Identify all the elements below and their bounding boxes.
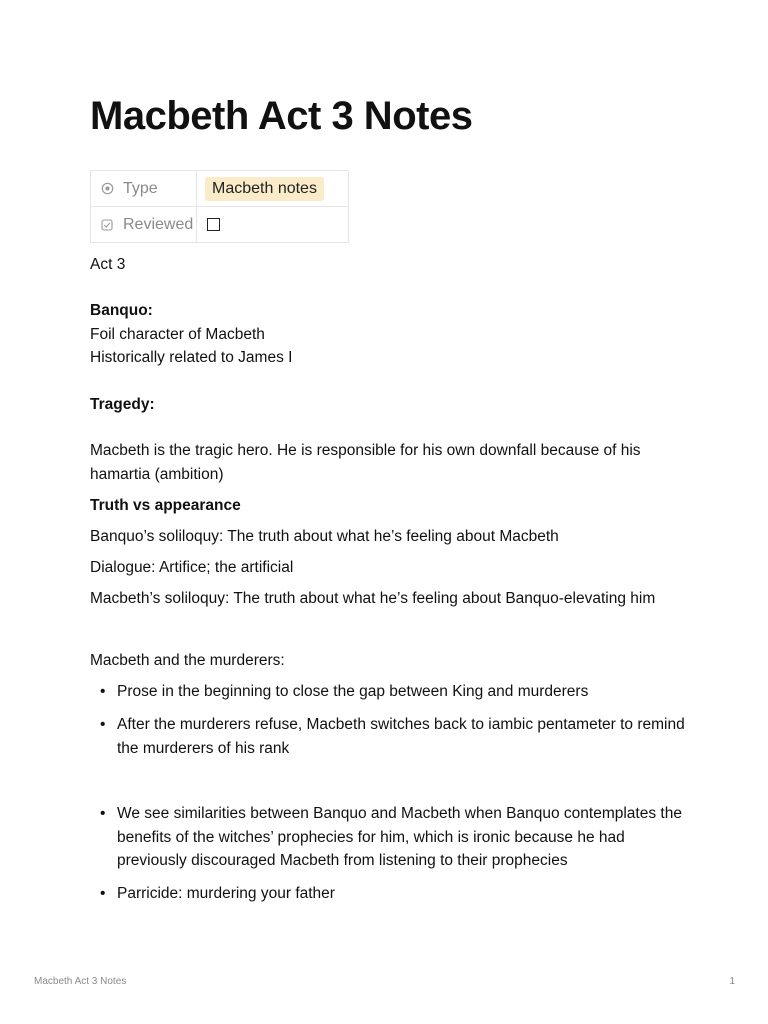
property-row-type: [91, 171, 349, 207]
list-item: Prose in the beginning to close the gap between King and murderers: [117, 683, 589, 700]
truth-line-3: Macbeth’s soliloquy: The truth about what he’s feeling about Banquo-elevating him: [90, 590, 656, 607]
list-item: After the murderers refuse, Macbeth switches back to iambic pentameter to remind the murderers of his rank: [117, 716, 685, 757]
property-label-type: Type: [123, 179, 158, 197]
truth-line-2: Dialogue: Artifice; the artificial: [90, 559, 294, 576]
properties-table: [90, 170, 349, 243]
list-item: We see similarities between Banquo and Macbeth when Banquo contemplates the benefits of the witches’ prophecies for him, which is ironic because he had previously discouraged Macbeth from listening to their prophecies: [117, 805, 682, 869]
act-label: Act 3: [90, 256, 126, 273]
truth-line-1: Banquo’s soliloquy: The truth about what he’s feeling about Macbeth: [90, 528, 559, 545]
bullet-marker: •: [100, 805, 106, 822]
type-tag[interactable]: Macbeth notes: [205, 177, 324, 201]
reviewed-checkbox[interactable]: [207, 218, 220, 231]
target-icon: [100, 182, 114, 196]
property-value-type[interactable]: [197, 171, 349, 207]
banquo-line-2: Historically related to James I: [90, 349, 293, 366]
bullet-marker: •: [100, 716, 106, 733]
property-value-reviewed: [197, 207, 349, 243]
property-key-reviewed: [91, 207, 197, 243]
list-item: Parricide: murdering your father: [117, 885, 335, 902]
tragedy-text: Macbeth is the tragic hero. He is responsible for his own downfall because of his hamartia (ambition): [90, 442, 641, 483]
property-key-type: [91, 171, 197, 207]
page-number: 1: [729, 976, 735, 987]
checkbox-icon: [100, 218, 114, 232]
page-title: Macbeth Act 3 Notes: [90, 94, 473, 138]
bullet-marker: •: [100, 683, 106, 700]
bullet-marker: •: [100, 885, 106, 902]
property-row-reviewed: [91, 207, 349, 243]
banquo-heading: Banquo:: [90, 302, 153, 319]
footer-title: Macbeth Act 3 Notes: [34, 976, 127, 987]
property-label-reviewed: Reviewed: [123, 215, 194, 233]
murderers-heading: Macbeth and the murderers:: [90, 652, 285, 669]
tragedy-heading: Tragedy:: [90, 396, 155, 413]
banquo-line-1: Foil character of Macbeth: [90, 326, 265, 343]
truth-heading: Truth vs appearance: [90, 497, 241, 514]
